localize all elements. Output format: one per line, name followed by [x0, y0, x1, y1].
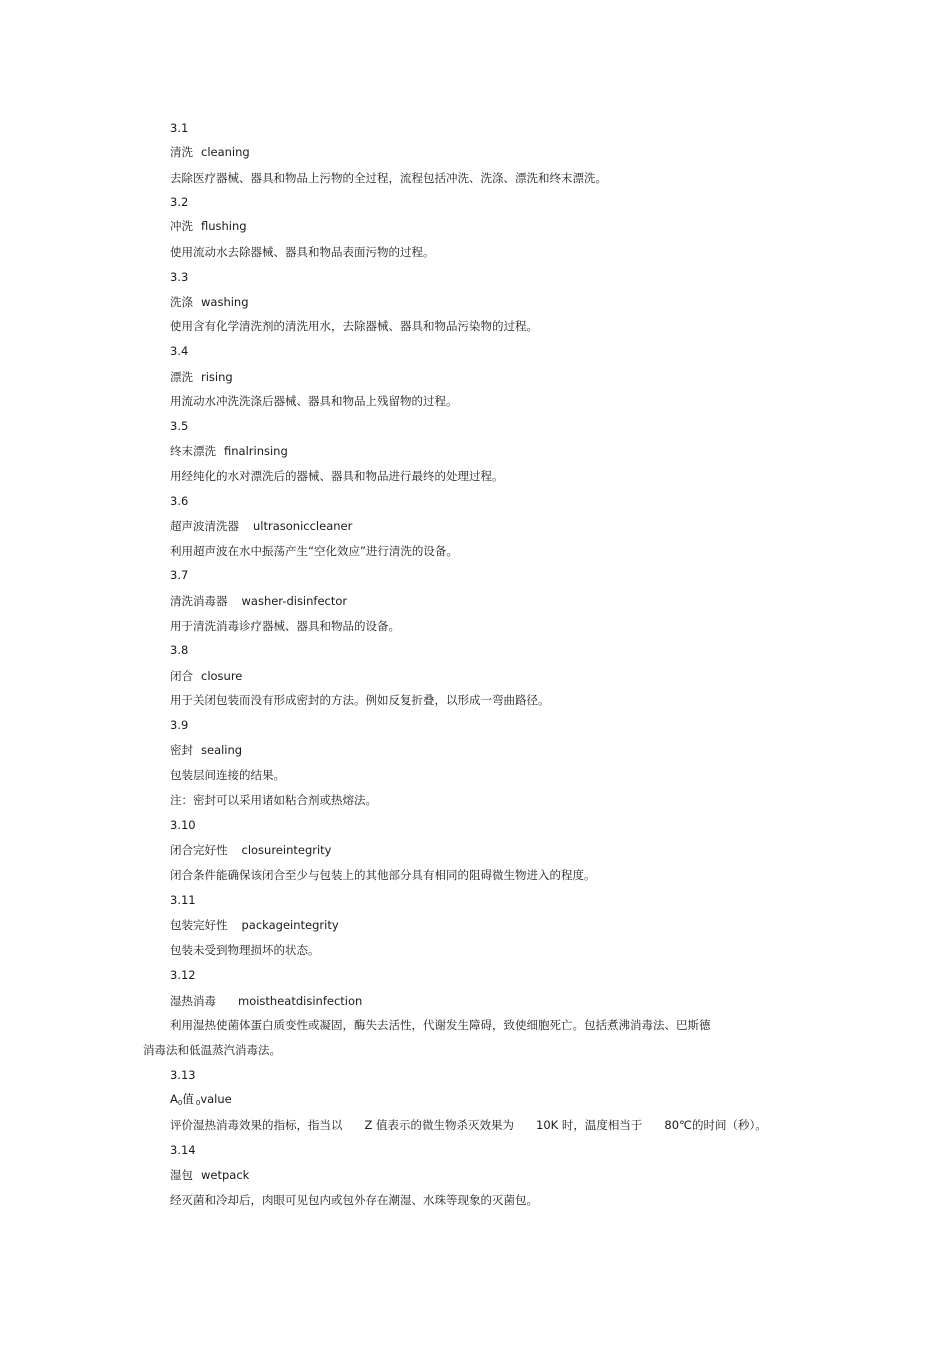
term-en: washer-disinfector	[241, 594, 348, 608]
term-zh: 闭合	[170, 669, 193, 683]
definition-part: 80℃的时间（秒）。	[664, 1118, 767, 1132]
term-heading	[170, 369, 233, 385]
entry-number: 3.6	[170, 494, 189, 508]
term-subscript: 0	[195, 1099, 201, 1107]
entry-number: 3.10	[170, 818, 196, 832]
term-heading	[170, 218, 247, 234]
definition: 用经纯化的水对漂洗后的器械、器具和物品进行最终的处理过程。	[170, 469, 504, 483]
term-heading	[170, 668, 242, 684]
definition-part: 评价湿热消毒效果的指标，指当以	[170, 1118, 343, 1132]
entry-number: 3.3	[170, 270, 189, 284]
entry-number: 3.2	[170, 195, 189, 209]
definition: 用流动水冲洗洗涤后器械、器具和物品上残留物的过程。	[170, 394, 458, 408]
term-heading	[170, 518, 352, 534]
entry-number: 3.12	[170, 968, 196, 982]
term-zh: 密封	[170, 743, 193, 757]
definition: 利用超声波在水中振荡产生“空化效应”进行清洗的设备。	[170, 544, 458, 558]
term-heading	[170, 917, 339, 933]
term-zh: 漂洗	[170, 370, 193, 384]
term-zh: 值	[182, 1092, 194, 1106]
term-en: sealing	[201, 743, 243, 757]
definition-line: 利用湿热使菌体蛋白质变性或凝固，酶失去活性，代谢发生障碍，致使细胞死亡。包括煮沸消毒法、巴斯德	[170, 1018, 711, 1032]
term-heading	[170, 842, 332, 858]
term-heading	[170, 993, 362, 1009]
note: 注：密封可以采用诸如粘合剂或热熔法。	[170, 793, 377, 807]
definition: 使用含有化学清洗剂的清洗用水，去除器械、器具和物品污染物的过程。	[170, 319, 538, 333]
term-zh: 洗涤	[170, 295, 193, 309]
term-zh: 湿包	[170, 1168, 193, 1182]
definition: 用于关闭包装而没有形成密封的方法。例如反复折叠，以形成一弯曲路径。	[170, 693, 550, 707]
term-en: moistheatdisinfection	[238, 994, 363, 1008]
term-heading	[170, 144, 250, 160]
entry-number: 3.9	[170, 718, 189, 732]
definition: 闭合条件能确保该闭合至少与包装上的其他部分具有相同的阻碍微生物进入的程度。	[170, 868, 596, 882]
definition-part: 10K 时，温度相当于	[536, 1118, 643, 1132]
term-en: closureintegrity	[241, 843, 332, 857]
entry-number: 3.13	[170, 1068, 196, 1082]
term-en: closure	[201, 669, 243, 683]
term-heading	[170, 1091, 232, 1111]
term-heading	[170, 294, 249, 310]
definition: 去除医疗器械、器具和物品上污物的全过程，流程包括冲洗、洗涤、漂洗和终末漂洗。	[170, 171, 607, 185]
term-en: finalrinsing	[224, 444, 288, 458]
term-en: ultrasoniccleaner	[253, 519, 353, 533]
term-en: washing	[201, 295, 249, 309]
term-heading	[170, 593, 347, 609]
term-en: cleaning	[201, 145, 250, 159]
term-zh: 湿热消毒	[170, 994, 216, 1008]
definition	[170, 1117, 767, 1133]
term-en: rising	[201, 370, 233, 384]
entry-number: 3.8	[170, 643, 189, 657]
term-heading	[170, 742, 242, 758]
definition-part: Z 值表示的微生物杀灭效果为	[364, 1118, 515, 1132]
entry-number: 3.1	[170, 121, 189, 135]
definition-line: 消毒法和低温蒸汽消毒法。	[143, 1043, 281, 1057]
definition: 使用流动水去除器械、器具和物品表面污物的过程。	[170, 245, 435, 259]
term-zh: 冲洗	[170, 219, 193, 233]
term-symbol: A	[170, 1092, 178, 1106]
definition: 经灭菌和冷却后，肉眼可见包内或包外存在潮湿、水珠等现象的灭菌包。	[170, 1193, 538, 1207]
term-en: flushing	[201, 219, 247, 233]
term-zh: 清洗	[170, 145, 193, 159]
term-en: wetpack	[201, 1168, 250, 1182]
term-en: packageintegrity	[241, 918, 339, 932]
term-zh: 闭合完好性	[170, 843, 228, 857]
entry-number: 3.11	[170, 893, 196, 907]
term-subscript: 0	[177, 1099, 183, 1107]
entry-number: 3.5	[170, 419, 189, 433]
term-zh: 包装完好性	[170, 918, 228, 932]
term-en: value	[200, 1092, 232, 1106]
term-heading	[170, 443, 288, 459]
definition: 用于清洗消毒诊疗器械、器具和物品的设备。	[170, 619, 400, 633]
definition: 包装层间连接的结果。	[170, 768, 285, 782]
entry-number: 3.7	[170, 568, 189, 582]
definition: 包装未受到物理损坏的状态。	[170, 943, 320, 957]
term-zh: 超声波清洗器	[170, 519, 239, 533]
term-zh: 终末漂洗	[170, 444, 216, 458]
term-heading	[170, 1167, 249, 1183]
entry-number: 3.4	[170, 344, 189, 358]
entry-number: 3.14	[170, 1143, 196, 1157]
term-zh: 清洗消毒器	[170, 594, 228, 608]
